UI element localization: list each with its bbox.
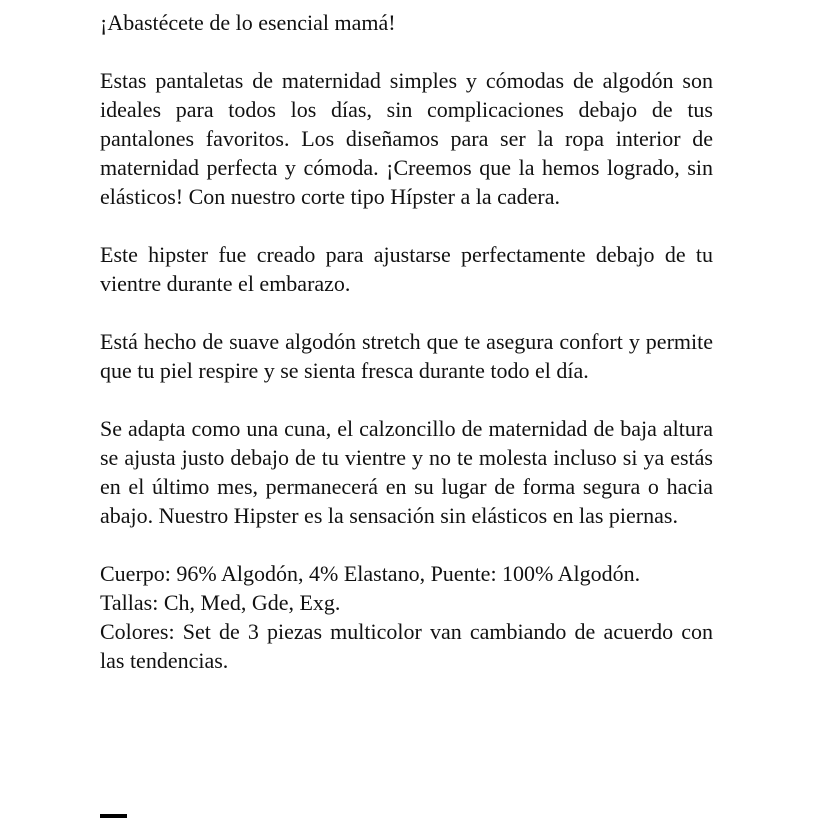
spec-line-sizes: Tallas: Ch, Med, Gde, Exg.: [100, 590, 341, 615]
paragraph-overview: Estas pantaletas de maternidad simples y cómodas de algodón son ideales para todos los días, sin complicaciones debajo de tus pantalones favoritos. Los diseñamos para ser la ropa interior de maternidad perfecta y cómoda. ¡Creemos que la hemos logrado, sin elásticos! Con nuestro corte tipo Hípster a la cadera.: [100, 68, 713, 209]
paragraph-comfort: Se adapta como una cuna, el calzoncillo de maternidad de baja altura se ajusta justo debajo de tu vientre y no te molesta incluso si ya estás en el último mes, permanecerá en su lugar de forma segura o hacia abajo. Nuestro Hipster es la sensación sin elásticos en las piernas.: [100, 416, 713, 528]
spec-line-colors: Colores: Set de 3 piezas multicolor van cambiando de acuerdo con las tendencias.: [100, 619, 713, 673]
paragraph-material: Está hecho de suave algodón stretch que te asegura confort y permite que tu piel respire y se sienta fresca durante todo el día.: [100, 329, 713, 383]
intro-line: ¡Abastécete de lo esencial mamá!: [100, 10, 396, 35]
paragraph-fit: Este hipster fue creado para ajustarse perfectamente debajo de tu vientre durante el embarazo.: [100, 242, 713, 296]
spec-line-composition: Cuerpo: 96% Algodón, 4% Elastano, Puente: 100% Algodón.: [100, 561, 641, 586]
page-edge-mark: [100, 814, 127, 818]
spec-block: [100, 559, 713, 675]
text-block: [100, 8, 713, 675]
